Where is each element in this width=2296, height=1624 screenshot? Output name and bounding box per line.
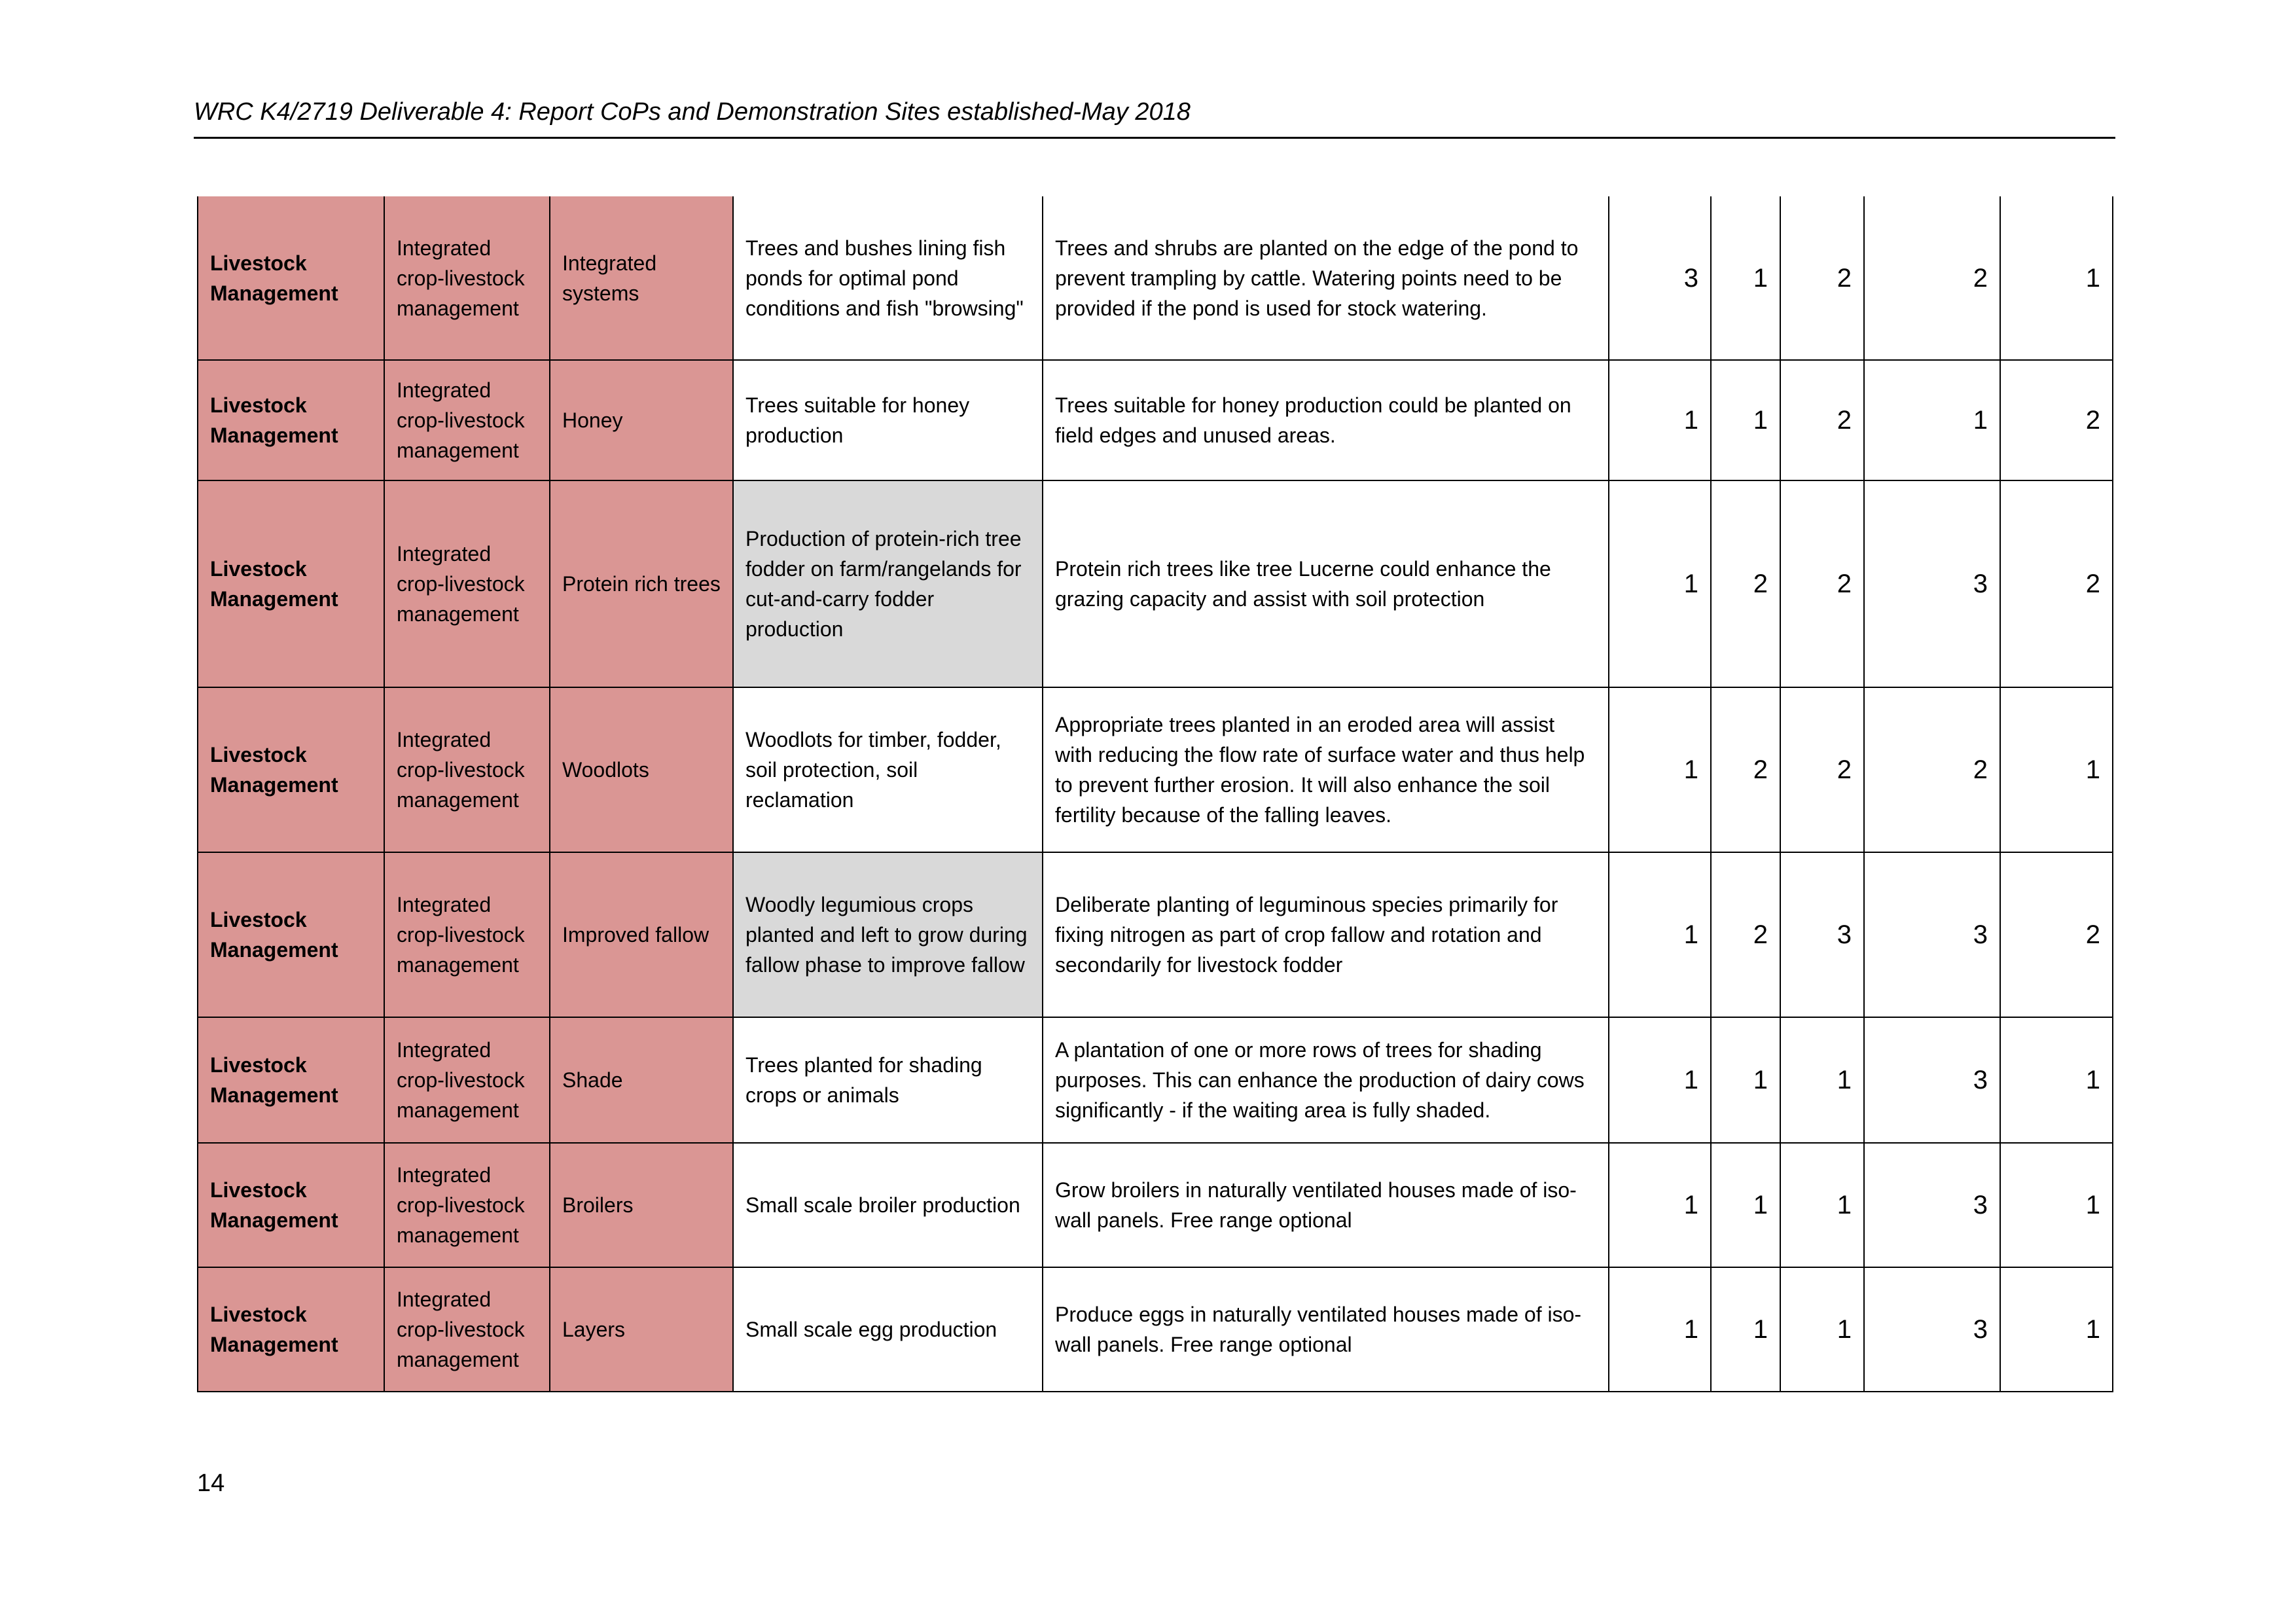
subcategory-cell: Integrated crop-livestock management [384,196,550,360]
score-cell: 1 [1609,687,1711,852]
description-cell: Production of protein-rich tree fodder on farm/rangelands for cut-and-carry fodder production [733,480,1043,687]
details-cell: Trees and shrubs are planted on the edge of the pond to prevent trampling by cattle. Watering points need to be provided if the pond is used for stock watering. [1043,196,1609,360]
score-cell: 1 [1780,1143,1864,1267]
category-cell: Livestock Management [198,852,384,1017]
practice-cell: Broilers [550,1143,733,1267]
category-cell: Livestock Management [198,687,384,852]
details-cell: Appropriate trees planted in an eroded area will assist with reducing the flow rate of surface water and thus help to prevent further erosion. It will also enhance the soil fertility because of the falling leaves. [1043,687,1609,852]
score-cell: 3 [1864,1267,2000,1392]
score-cell: 1 [1609,852,1711,1017]
score-cell: 1 [1609,1017,1711,1143]
score-cell: 1 [1780,1267,1864,1392]
score-cell: 1 [2000,687,2113,852]
table-row [198,1017,2113,1143]
category-cell: Livestock Management [198,196,384,360]
score-cell: 1 [1711,1143,1780,1267]
practice-cell: Protein rich trees [550,480,733,687]
practice-cell: Layers [550,1267,733,1392]
practices-table [197,196,2113,1392]
table-row [198,1143,2113,1267]
category-cell: Livestock Management [198,1267,384,1392]
score-cell: 2 [1864,196,2000,360]
subcategory-cell: Integrated crop-livestock management [384,360,550,480]
category-cell: Livestock Management [198,1143,384,1267]
score-cell: 3 [1864,480,2000,687]
subcategory-cell: Integrated crop-livestock management [384,687,550,852]
description-cell: Woodlots for timber, fodder, soil protection, soil reclamation [733,687,1043,852]
practice-cell: Woodlots [550,687,733,852]
score-cell: 2 [2000,852,2113,1017]
page-number: 14 [197,1470,225,1497]
score-cell: 1 [1609,480,1711,687]
table-row [198,196,2113,360]
table-row [198,852,2113,1017]
table-row [198,360,2113,480]
details-cell: A plantation of one or more rows of trees for shading purposes. This can enhance the production of dairy cows significantly - if the waiting area is fully shaded. [1043,1017,1609,1143]
score-cell: 3 [1609,196,1711,360]
score-cell: 1 [1711,1267,1780,1392]
description-cell: Small scale broiler production [733,1143,1043,1267]
details-cell: Produce eggs in naturally ventilated houses made of iso-wall panels. Free range optional [1043,1267,1609,1392]
subcategory-cell: Integrated crop-livestock management [384,480,550,687]
score-cell: 3 [1864,1143,2000,1267]
score-cell: 1 [1609,360,1711,480]
score-cell: 1 [1864,360,2000,480]
score-cell: 2 [2000,480,2113,687]
description-cell: Small scale egg production [733,1267,1043,1392]
score-cell: 2 [1711,480,1780,687]
description-cell: Trees suitable for honey production [733,360,1043,480]
details-cell: Protein rich trees like tree Lucerne could enhance the grazing capacity and assist with soil protection [1043,480,1609,687]
practice-cell: Improved fallow [550,852,733,1017]
table-row [198,480,2113,687]
details-cell: Deliberate planting of leguminous species primarily for fixing nitrogen as part of crop fallow and rotation and secondarily for livestock fodder [1043,852,1609,1017]
score-cell: 2 [1711,852,1780,1017]
document-title: WRC K4/2719 Deliverable 4: Report CoPs and Demonstration Sites established-May 2018 [194,98,1191,126]
score-cell: 1 [1711,1017,1780,1143]
score-cell: 1 [1609,1267,1711,1392]
score-cell: 1 [1711,360,1780,480]
description-cell: Trees and bushes lining fish ponds for optimal pond conditions and fish "browsing" [733,196,1043,360]
category-cell: Livestock Management [198,480,384,687]
table-row [198,1267,2113,1392]
score-cell: 1 [2000,196,2113,360]
score-cell: 2 [1780,196,1864,360]
subcategory-cell: Integrated crop-livestock management [384,1017,550,1143]
table-body [198,196,2113,1392]
category-cell: Livestock Management [198,360,384,480]
score-cell: 3 [1780,852,1864,1017]
score-cell: 1 [1711,196,1780,360]
score-cell: 1 [1609,1143,1711,1267]
score-cell: 2 [1780,480,1864,687]
score-cell: 1 [2000,1017,2113,1143]
category-cell: Livestock Management [198,1017,384,1143]
page-header [194,96,2115,139]
score-cell: 2 [1864,687,2000,852]
score-cell: 3 [1864,1017,2000,1143]
score-cell: 2 [1780,360,1864,480]
score-cell: 2 [1780,687,1864,852]
score-cell: 1 [2000,1143,2113,1267]
subcategory-cell: Integrated crop-livestock management [384,1267,550,1392]
details-cell: Trees suitable for honey production could be planted on field edges and unused areas. [1043,360,1609,480]
score-cell: 3 [1864,852,2000,1017]
score-cell: 2 [2000,360,2113,480]
practice-cell: Shade [550,1017,733,1143]
practice-cell: Honey [550,360,733,480]
description-cell: Woodly legumious crops planted and left to grow during fallow phase to improve fallow [733,852,1043,1017]
table-row [198,687,2113,852]
score-cell: 1 [2000,1267,2113,1392]
score-cell: 2 [1711,687,1780,852]
description-cell: Trees planted for shading crops or animals [733,1017,1043,1143]
details-cell: Grow broilers in naturally ventilated houses made of iso-wall panels. Free range optional [1043,1143,1609,1267]
score-cell: 1 [1780,1017,1864,1143]
subcategory-cell: Integrated crop-livestock management [384,1143,550,1267]
subcategory-cell: Integrated crop-livestock management [384,852,550,1017]
practice-cell: Integrated systems [550,196,733,360]
